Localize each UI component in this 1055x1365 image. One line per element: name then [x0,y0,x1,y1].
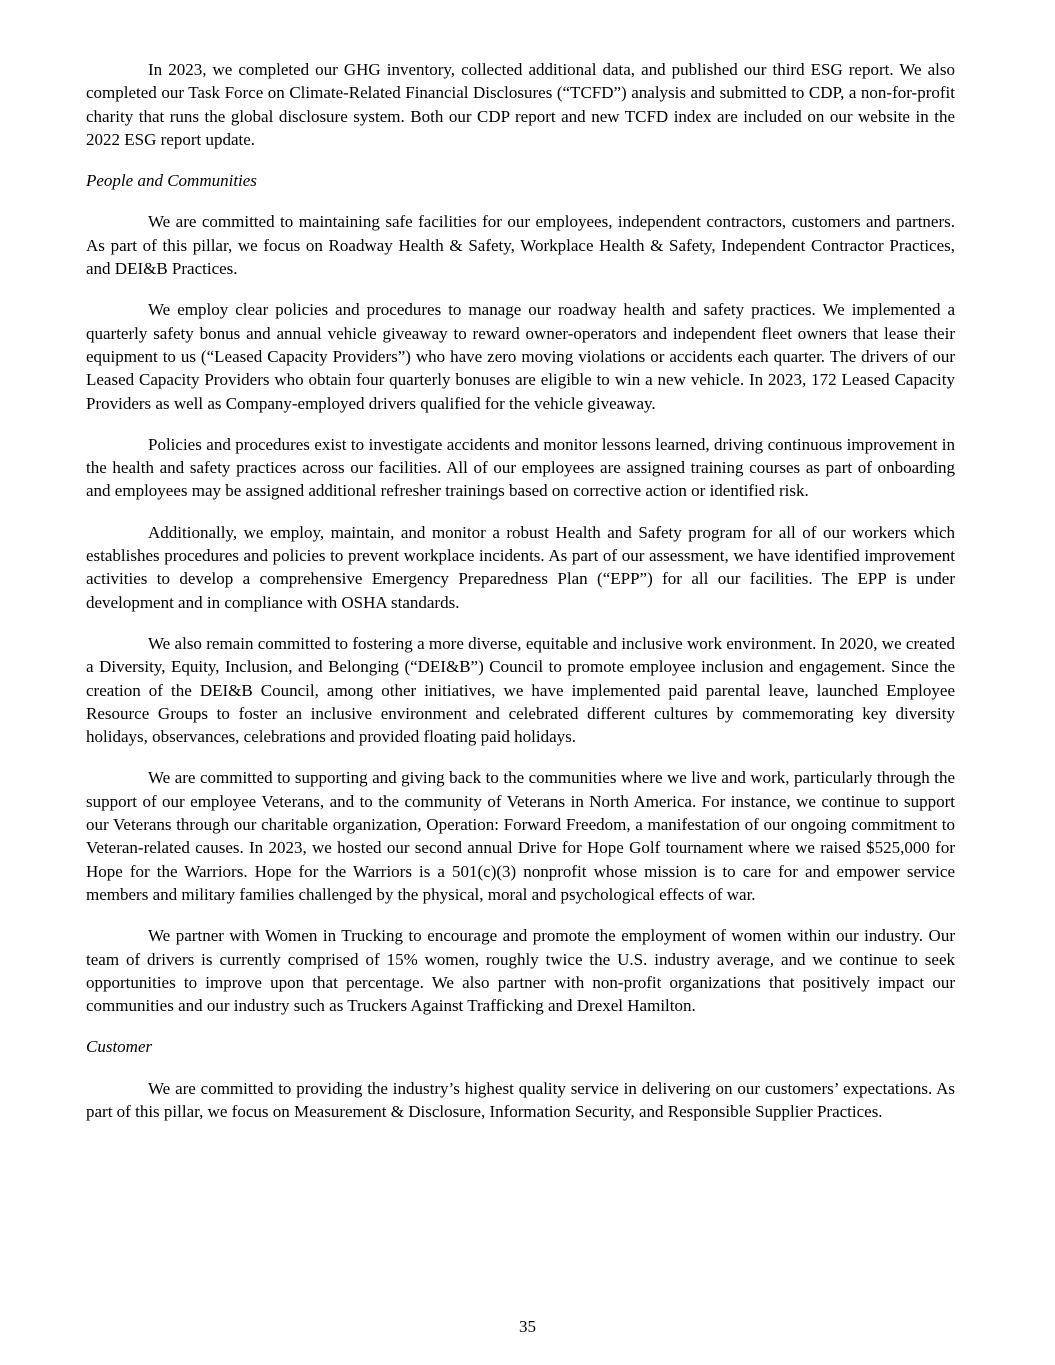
paragraph: We are committed to supporting and giving back to the communities where we live and work, particularly through the support of our employee Veterans, and to the community of Veterans in North America. For instance, we continue to support our Veterans through our charitable organization, Operation: Forward Freedom, a manifestation of our ongoing commitment to Veteran-related causes. In 2023, we hosted our second annual Drive for Hope Golf tournament where we raised $525,000 for Hope for the Warriors. Hope for the Warriors is a 501(c)(3) nonprofit whose mission is to care for and empower service members and military families challenged by the physical, moral and psychological effects of war. [86,768,955,904]
paragraph: Policies and procedures exist to investigate accidents and monitor lessons learned, driving continuous improvement in the health and safety practices across our facilities. All of our employees are assigned training courses as part of onboarding and employees may be assigned additional refresher trainings based on corrective action or identified risk. [86,434,955,501]
paragraph: We also remain committed to fostering a more diverse, equitable and inclusive work environment. In 2020, we created a Diversity, Equity, Inclusion, and Belonging (“DEI&B”) Council to promote employee inclusion and engagement. Since the creation of the DEI&B Council, among other initiatives, we have implemented paid parental leave, launched Employee Resource Groups to foster an inclusive environment and celebrated different cultures by commemorating key diversity holidays, observances, celebrations and provided floating paid holidays. [86,633,955,747]
paragraph: We are committed to providing the industry’s highest quality service in delivering on our customers’ expectations. As part of this pillar, we focus on Measurement & Disclosure, Information Security, and Responsible Supplier Practices. [86,1078,955,1121]
paragraph: Additionally, we employ, maintain, and monitor a robust Health and Safety program for all of our workers which establishes procedures and policies to prevent workplace incidents. As part of our assessment, we have identified improvement activities to develop a comprehensive Emergency Preparedness Plan (“EPP”) for all our facilities. The EPP is under development and in compliance with OSHA standards. [86,522,955,612]
paragraph: In 2023, we completed our GHG inventory, collected additional data, and published our third ESG report. We also completed our Task Force on Climate-Related Financial Disclosures (“TCFD”) analysis and submitted to CDP, a non-for-profit charity that runs the global disclosure system. Both our CDP report and new TCFD index are included on our website in the 2022 ESG report update. [86,60,955,149]
paragraph: We employ clear policies and procedures to manage our roadway health and safety practices. We implemented a quarterly safety bonus and annual vehicle giveaway to reward owner-operators and independent fleet owners that lease their equipment to us (“Leased Capacity Providers”) who have zero moving violations or accidents each quarter. The drivers of our Leased Capacity Providers who obtain four quarterly bonuses are eligible to win a new vehicle. In 2023, 172 Leased Capacity Providers as well as Company-employed drivers qualified for the vehicle giveaway. [86,300,955,413]
section-heading-people-and-communities: People and Communities [86,171,257,191]
page-number: 35 [519,1317,536,1336]
section-heading-customer: Customer [86,1037,153,1057]
paragraph: We partner with Women in Trucking to encourage and promote the employment of women within our industry. Our team of drivers is currently comprised of 15% women, roughly twice the U.S. industry average, and we continue to seek opportunities to improve upon that percentage. We also partner with non-profit organizations that positively impact our communities and our industry such as Truckers Against Trafficking and Drexel Hamilton. [86,926,955,1016]
paragraph: We are committed to maintaining safe facilities for our employees, independent contractors, customers and partners. As part of this pillar, we focus on Roadway Health & Safety, Workplace Health & Safety, Independent Contractor Practices, and DEI&B Practices. [86,212,955,279]
